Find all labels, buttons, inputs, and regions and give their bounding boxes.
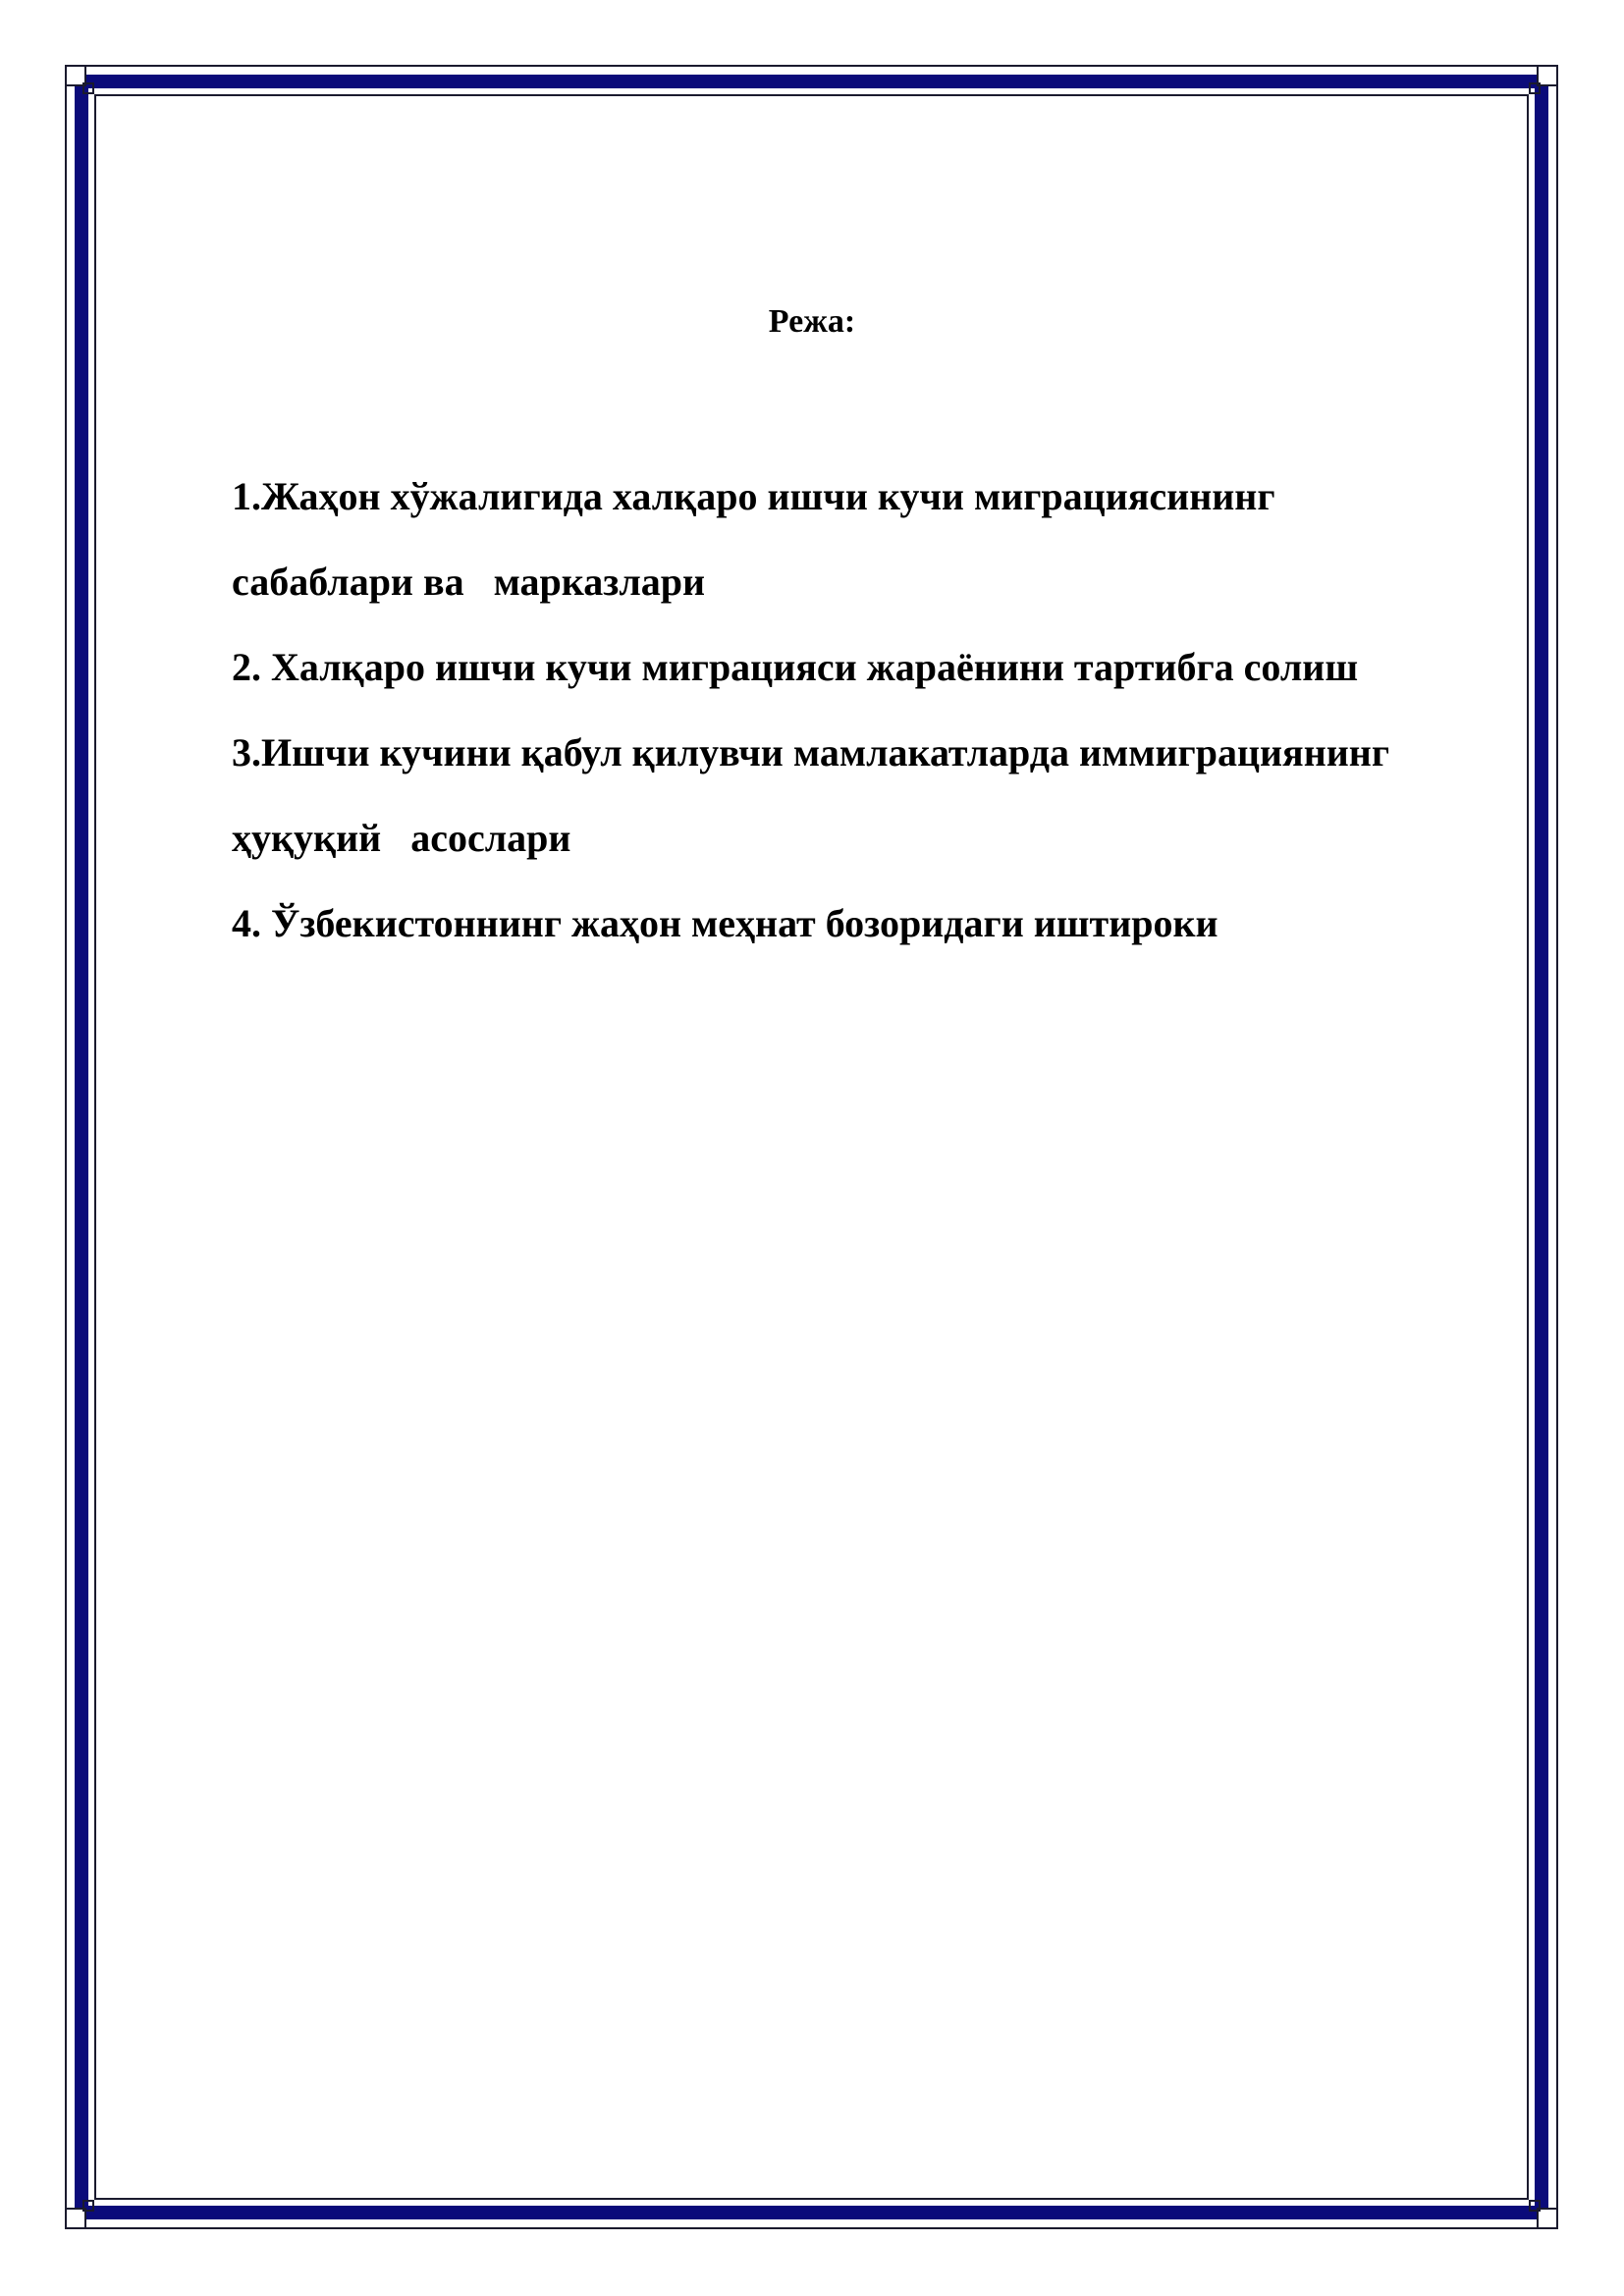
plan-line: 2. Халқаро ишчи кучи миграцияси жараёнини тартибга солиш	[232, 645, 1359, 689]
frame-corner-ornament-bottom-right	[1519, 2190, 1558, 2229]
plan-line: сабаблари ва марказлари	[232, 560, 706, 604]
frame-corner-ornament-bottom-left	[65, 2190, 104, 2229]
frame-corner-ornament-top-right	[1519, 65, 1558, 104]
page-title: Режа:	[768, 303, 856, 340]
plan-line: 1.Жаҳон хўжалигида халқаро ишчи кучи миграциясининг	[232, 474, 1275, 518]
plan-line: ҳуқуқий асослари	[232, 816, 571, 860]
plan-line: 4. Ўзбекистоннинг жаҳон меҳнат бозоридаги иштироки	[232, 901, 1218, 945]
plan-list	[232, 454, 1508, 966]
page-frame-inner-border	[94, 94, 1529, 2200]
plan-line: 3.Ишчи кучини қабул қилувчи мамлакатларда иммиграциянинг	[232, 730, 1390, 774]
frame-corner-ornament-top-left	[65, 65, 104, 104]
